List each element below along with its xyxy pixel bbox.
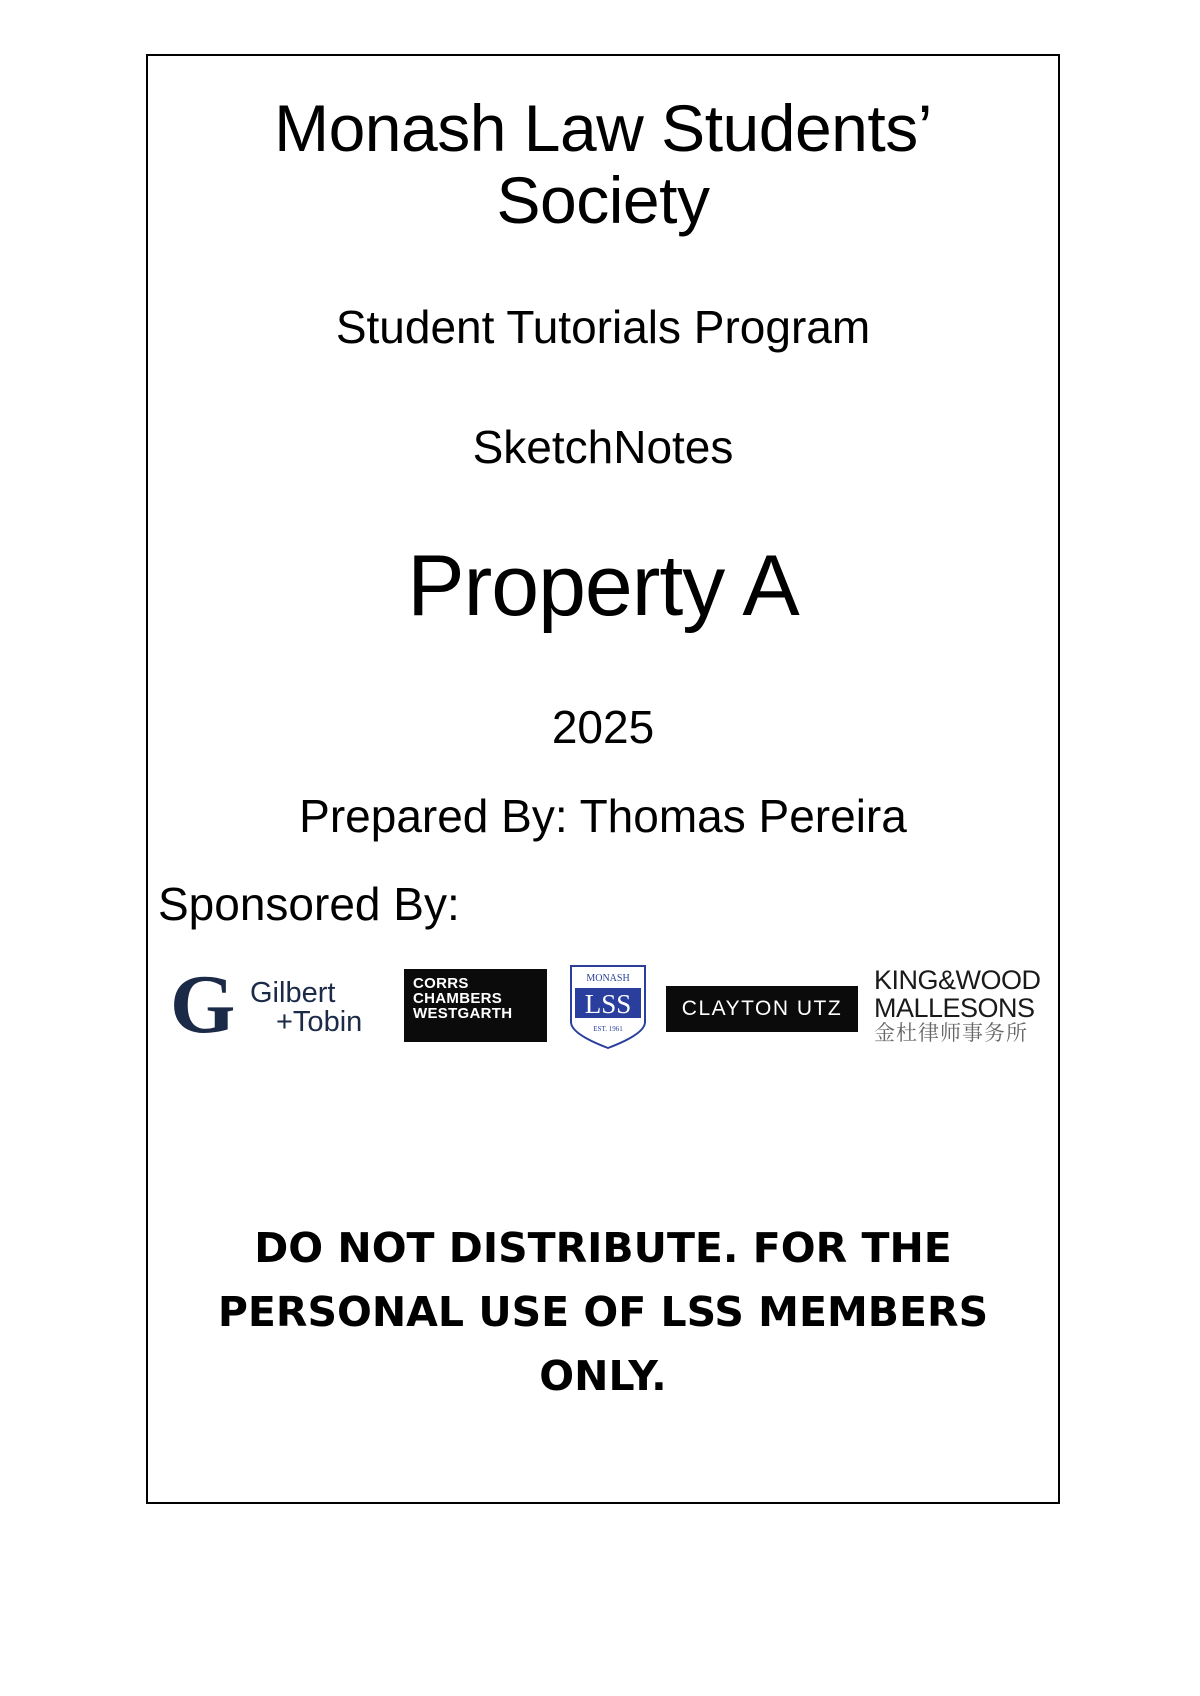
monash-lss-shield-icon xyxy=(568,964,648,1050)
monash-lss-top-text: MONASH xyxy=(586,973,630,984)
corrs-line3: WESTGARTH xyxy=(413,1005,513,1022)
corrs-line2: CHAMBERS xyxy=(413,990,503,1007)
program-title: Student Tutorials Program xyxy=(335,301,871,353)
year-label: 2025 xyxy=(551,701,655,753)
gilbert-tobin-line2: +Tobin xyxy=(276,1006,363,1038)
corrs-line1: CORRS xyxy=(413,975,469,992)
kwm-line1: KING&WOOD xyxy=(874,965,1041,995)
kwm-line3: 金杜律师事务所 xyxy=(874,1022,1028,1045)
society-title-line2: Society xyxy=(496,163,710,237)
gilbert-tobin-g-glyph: G xyxy=(170,966,236,1046)
distribution-warning xyxy=(148,1216,1058,1408)
society-title-line1: Monash Law Students’ xyxy=(274,91,932,165)
clayton-utz-logo: CLAYTON UTZ xyxy=(666,986,858,1032)
series-title: SketchNotes xyxy=(472,421,734,473)
prepared-by-label: Prepared By: Thomas Pereira xyxy=(299,790,907,842)
corrs-chambers-westgarth-logo xyxy=(404,969,547,1042)
subject-title: Property A xyxy=(407,538,799,634)
society-title xyxy=(148,92,1058,236)
gilbert-tobin-line1: Gilbert xyxy=(250,977,336,1009)
monash-lss-bottom-text: EST. 1961 xyxy=(593,1025,623,1033)
gilbert-tobin-logo xyxy=(170,966,380,1046)
gilbert-tobin-g-mark xyxy=(170,966,240,1046)
sponsored-by-label: Sponsored By: xyxy=(158,878,460,930)
monash-lss-logo xyxy=(568,964,648,1050)
warning-line1: DO NOT DISTRIBUTE. FOR THE xyxy=(254,1224,952,1272)
monash-lss-mark-text: LSS xyxy=(584,989,632,1019)
cover-frame xyxy=(146,54,1060,1504)
kwm-line2: MALLESONS xyxy=(874,993,1035,1023)
warning-line3: ONLY. xyxy=(539,1352,667,1400)
king-wood-mallesons-logo xyxy=(874,966,1054,1044)
warning-line2: PERSONAL USE OF LSS MEMBERS xyxy=(217,1288,989,1336)
